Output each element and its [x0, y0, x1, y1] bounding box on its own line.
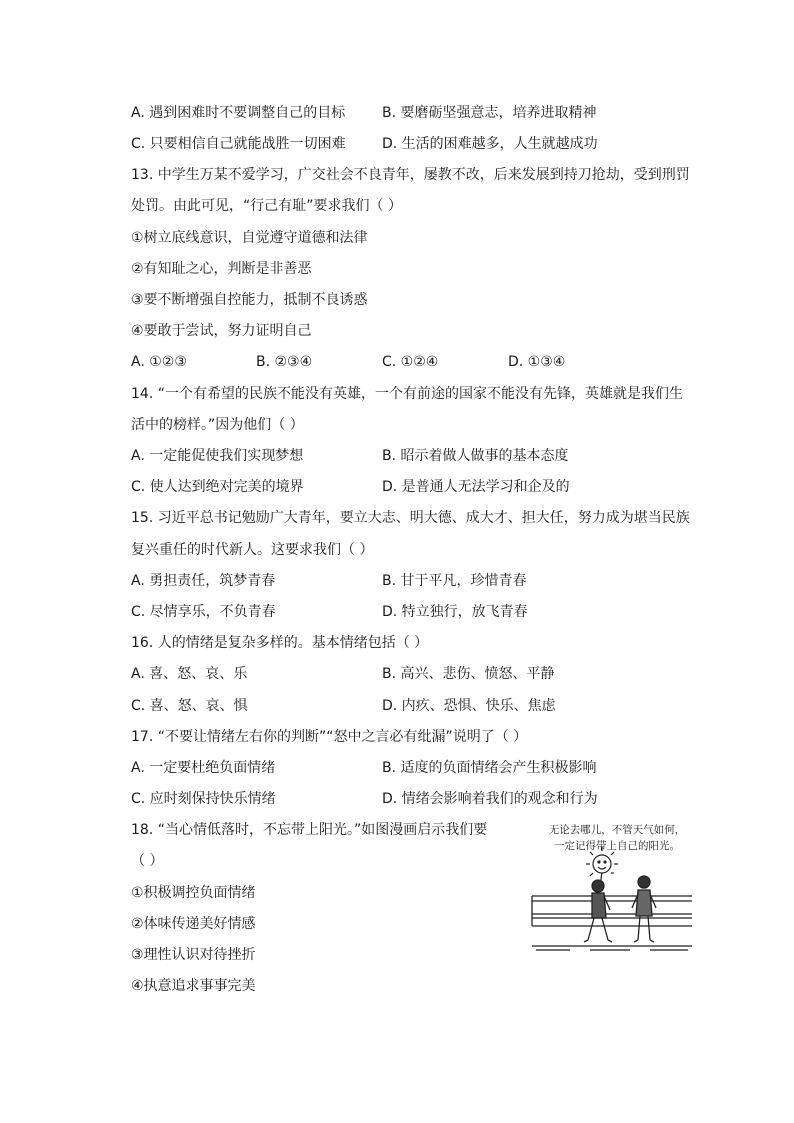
- q13-stem-line-1: 13. 中学生万某不爱学习，广交社会不良青年，屡教不改，后来发展到持刀抢劫，受到刑罚: [131, 167, 690, 183]
- q14-option-d: D. 是普通人无法学习和企及的: [382, 479, 570, 495]
- comic-fence: [532, 896, 692, 926]
- q18-item-3: ③理性认识对待挫折: [131, 947, 256, 963]
- q17-option-c: C. 应时刻保持快乐情绪: [131, 791, 276, 807]
- q13-option-a: A. ①②③: [131, 354, 187, 370]
- q17-stem: 17. “不要让情绪左右你的判断”“怒中之言必有纰漏”说明了（ ）: [131, 729, 528, 745]
- q18-item-4: ④执意追求事事完美: [131, 978, 256, 994]
- q13-option-b: B. ②③④: [256, 354, 313, 370]
- q13-stem-line-2: 处罚。由此可见，“行己有耻”要求我们（ ）: [131, 198, 402, 214]
- q16-option-d: D. 内疚、恐惧、快乐、焦虑: [382, 698, 556, 714]
- comic-illustration: [530, 822, 694, 956]
- q12-option-a: A. 遇到困难时不要调整自己的目标: [131, 105, 346, 121]
- q12-option-b: B. 要磨砺坚强意志，培养进取精神: [382, 105, 597, 121]
- q15-stem-line-1: 15. 习近平总书记勉励广大青年，要立大志、明大德、成大才、担大任，努力成为堪当民族: [131, 510, 690, 526]
- q14-option-b: B. 昭示着做人做事的基本态度: [382, 448, 569, 464]
- comic-caption-line-1: 无论去哪儿，不管天气如何，: [548, 824, 686, 836]
- q15-option-d: D. 特立独行，放飞青春: [382, 604, 528, 620]
- q14-option-c: C. 使人达到绝对完美的境界: [131, 479, 304, 495]
- q16-option-b: B. 高兴、悲伤、愤怒、平静: [382, 666, 555, 682]
- comic-figure-walking: [584, 880, 612, 942]
- q13-item-3: ③要不断增强自控能力，抵制不良诱惑: [131, 292, 368, 308]
- q13-option-d: D. ①③④: [508, 354, 566, 370]
- q13-item-1: ①树立底线意识，自觉遵守道德和法律: [131, 230, 368, 246]
- q14-option-a: A. 一定能促使我们实现梦想: [131, 448, 304, 464]
- q13-option-c: C. ①②④: [382, 354, 439, 370]
- q16-option-c: C. 喜、怒、哀、惧: [131, 698, 248, 714]
- q15-stem-line-2: 复兴重任的时代新人。这要求我们（ ）: [131, 542, 374, 558]
- q18-stem-line-2: （ ）: [131, 853, 164, 869]
- q15-option-a: A. 勇担责任，筑梦青春: [131, 573, 276, 589]
- q13-item-2: ②有知耻之心，判断是非善恶: [131, 261, 312, 277]
- q18-stem-line-1: 18. “当心情低落时，不忘带上阳光。”如图漫画启示我们要: [131, 822, 488, 838]
- q16-option-a: A. 喜、怒、哀、乐: [131, 666, 248, 682]
- q13-item-4: ④要敢于尝试，努力证明自己: [131, 323, 312, 339]
- q14-stem-line-1: 14. “一个有希望的民族不能没有英雄，一个有前途的国家不能没有先锋，英雄就是我们生: [131, 386, 683, 402]
- q15-option-b: B. 甘于平凡，珍惜青春: [382, 573, 527, 589]
- q14-stem-line-2: 活中的榜样。”因为他们（ ）: [131, 417, 304, 433]
- comic-caption-line-2: 一定记得带上自己的阳光。: [554, 840, 680, 852]
- q12-option-c: C. 只要相信自己就能战胜一切困难: [131, 136, 346, 152]
- q18-item-1: ①积极调控负面情绪: [131, 885, 256, 901]
- q12-option-d: D. 生活的困难越多，人生就越成功: [382, 136, 598, 152]
- sun-icon: [586, 847, 618, 900]
- q17-option-a: A. 一定要杜绝负面情绪: [131, 760, 276, 776]
- comic-figure-standing: [632, 876, 656, 942]
- q15-option-c: C. 尽情享乐，不负青春: [131, 604, 276, 620]
- q16-stem: 16. 人的情绪是复杂多样的。基本情绪包括（ ）: [131, 635, 429, 651]
- q17-option-d: D. 情绪会影响着我们的观念和行为: [382, 791, 598, 807]
- q18-item-2: ②体味传递美好情感: [131, 916, 256, 932]
- q17-option-b: B. 适度的负面情绪会产生积极影响: [382, 760, 597, 776]
- comic-ground: [532, 946, 692, 950]
